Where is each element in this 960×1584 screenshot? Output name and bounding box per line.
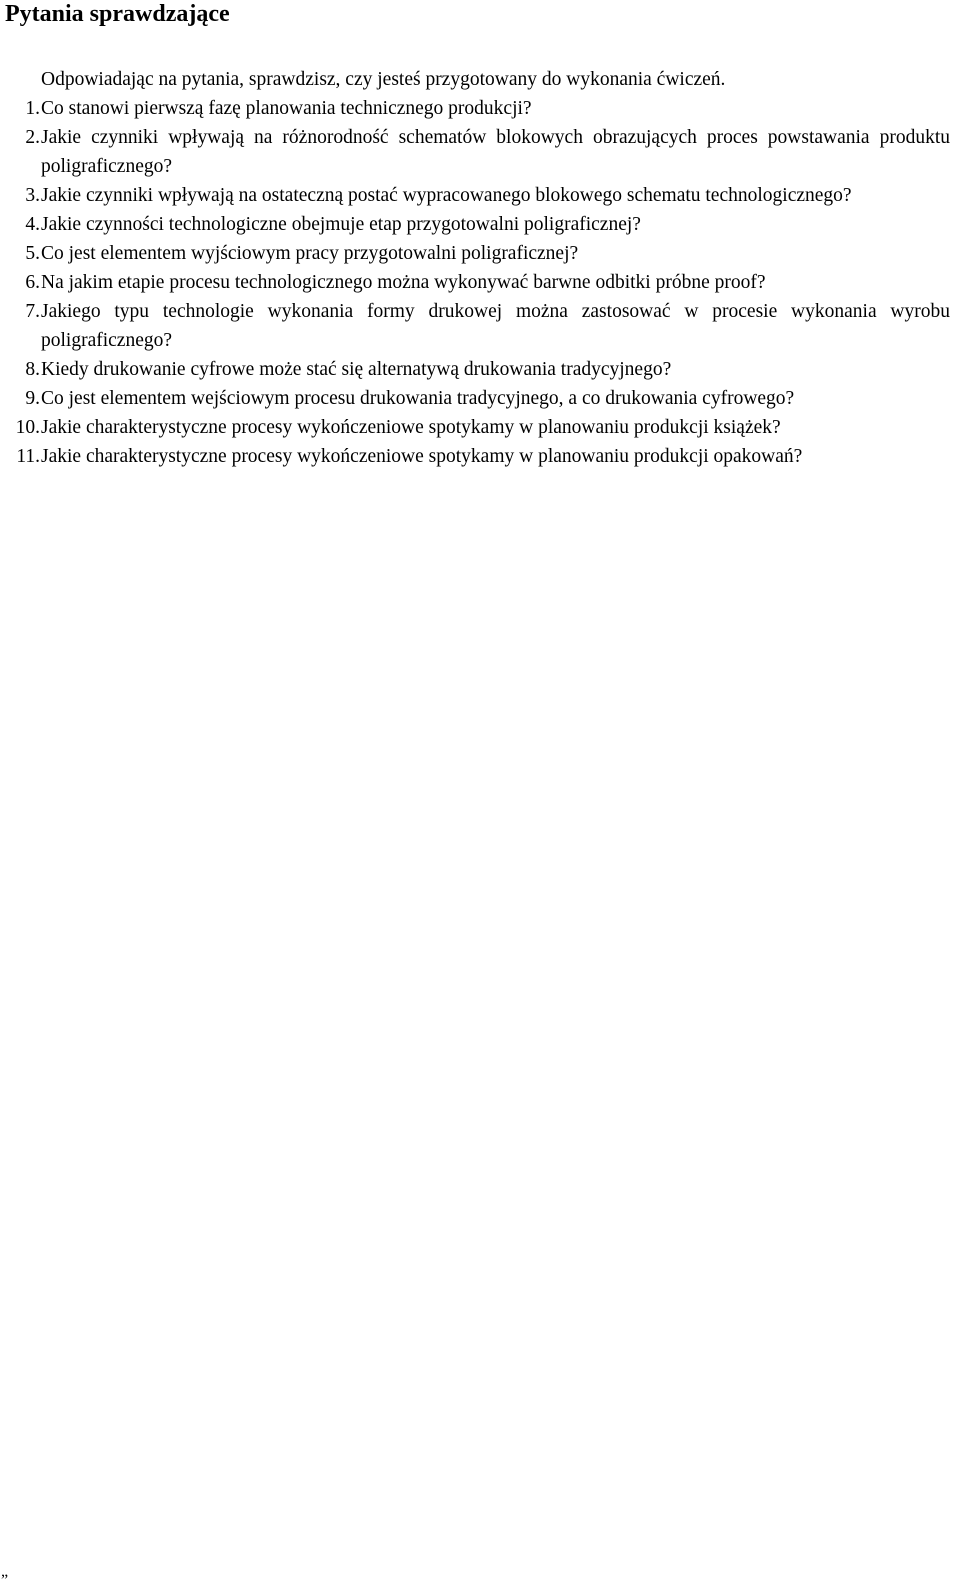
question-text: Kiedy drukowanie cyfrowe może stać się alternatywą drukowania tradycyjnego?	[41, 359, 672, 380]
question-number: 5.	[25, 243, 40, 264]
question-number: 11.	[16, 446, 40, 467]
footer-mark: „	[1, 1563, 9, 1580]
question-item	[0, 239, 960, 268]
question-number: 2.	[25, 127, 40, 148]
question-text: Jakie charakterystyczne procesy wykończeniowe spotykamy w planowaniu produkcji książek?	[41, 417, 781, 438]
question-text: Jakie charakterystyczne procesy wykończeniowe spotykamy w planowaniu produkcji opakowań?	[41, 446, 803, 467]
question-item	[0, 123, 960, 181]
section-title: Pytania sprawdzające	[5, 1, 230, 27]
question-text: Na jakim etapie procesu technologicznego można wykonywać barwne odbitki próbne proof?	[41, 272, 766, 293]
question-item	[0, 442, 960, 471]
question-item	[0, 210, 960, 239]
question-text: Jakie czynniki wpływają na ostateczną postać wypracowanego blokowego schematu technologicznego?	[41, 185, 852, 206]
question-item	[0, 384, 960, 413]
question-number: 6.	[25, 272, 40, 293]
question-text: Jakie czynniki wpływają na różnorodność schematów blokowych obrazujących proces powstawania produktu poligraficznego?	[41, 127, 950, 177]
question-number: 3.	[25, 185, 40, 206]
question-text: Jakiego typu technologie wykonania formy drukowej można zastosować w procesie wykonania wyrobu poligraficznego?	[41, 301, 950, 351]
question-item	[0, 355, 960, 384]
intro-text: Odpowiadając na pytania, sprawdzisz, czy jesteś przygotowany do wykonania ćwiczeń.	[41, 69, 726, 90]
question-item	[0, 297, 960, 355]
question-number: 1.	[25, 98, 40, 119]
question-text: Co stanowi pierwszą fazę planowania technicznego produkcji?	[41, 98, 532, 119]
question-text: Jakie czynności technologiczne obejmuje etap przygotowalni poligraficznej?	[41, 214, 641, 235]
questions-list	[0, 94, 960, 471]
question-text: Co jest elementem wejściowym procesu drukowania tradycyjnego, a co drukowania cyfrowego?	[41, 388, 795, 409]
question-number: 10.	[15, 417, 40, 438]
question-number: 8.	[25, 359, 40, 380]
question-number: 4.	[25, 214, 40, 235]
question-number: 7.	[25, 301, 40, 322]
question-item	[0, 268, 960, 297]
question-number: 9.	[25, 388, 40, 409]
question-item	[0, 181, 960, 210]
question-text: Co jest elementem wyjściowym pracy przygotowalni poligraficznej?	[41, 243, 579, 264]
question-item	[0, 94, 960, 123]
question-item	[0, 413, 960, 442]
